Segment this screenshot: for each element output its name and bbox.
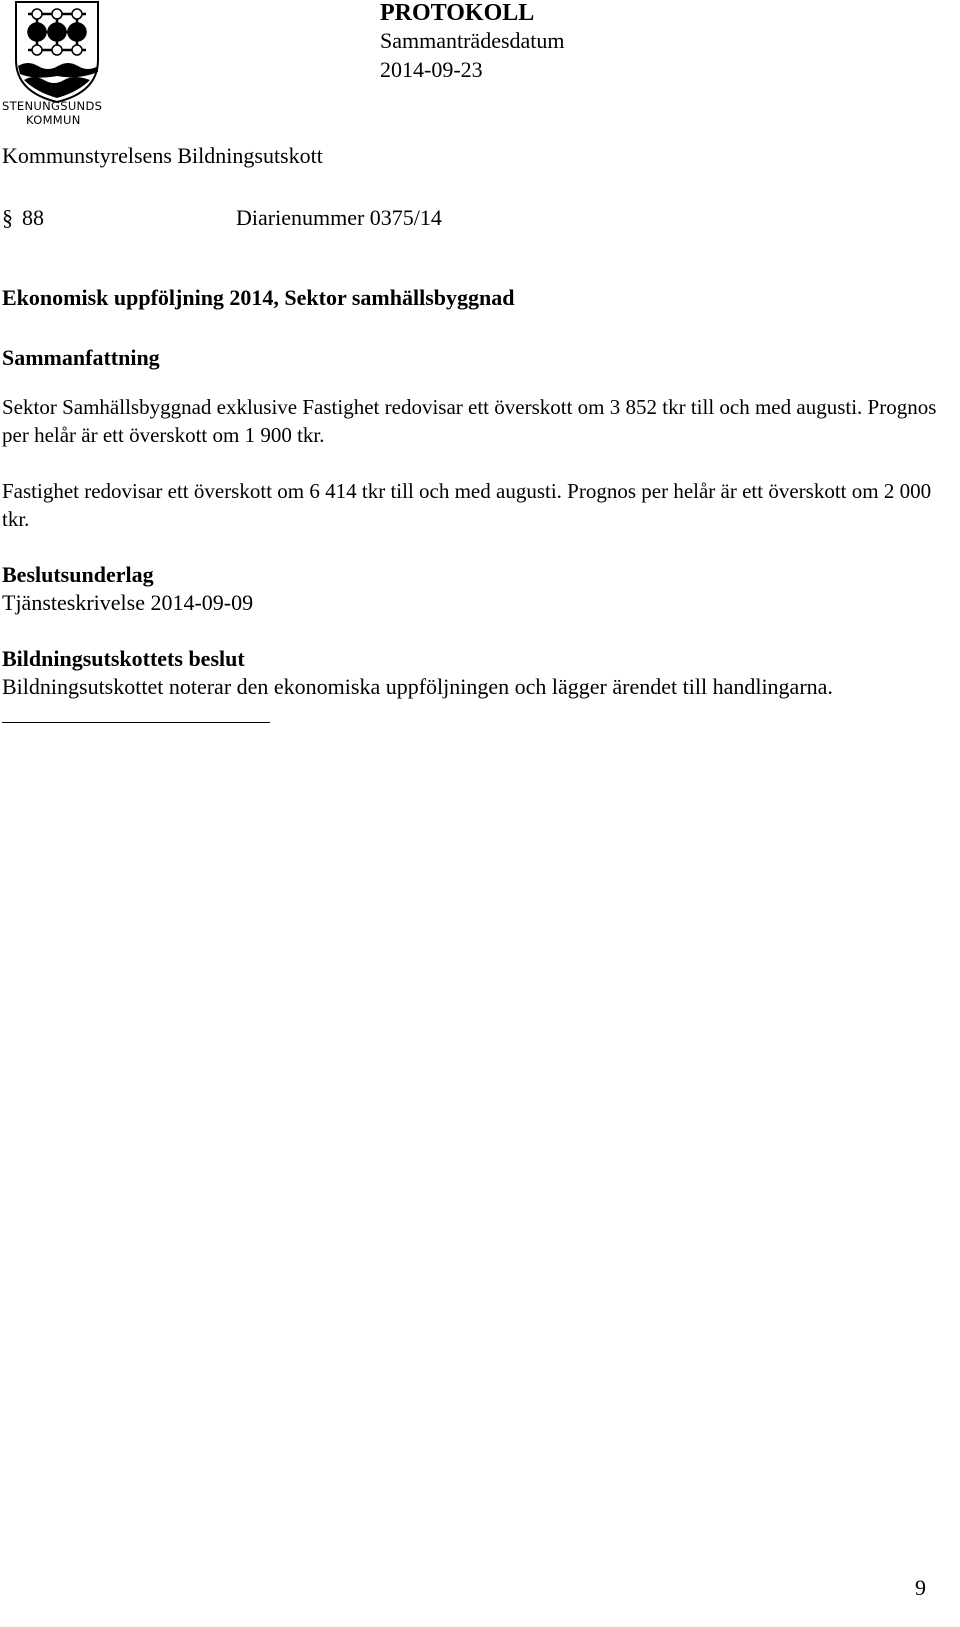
diary-number: Diarienummer 0375/14 <box>236 205 442 230</box>
meeting-date-label: Sammanträdesdatum <box>380 28 565 53</box>
decision-basis-heading: Beslutsunderlag <box>2 562 154 587</box>
document-type: PROTOKOLL <box>380 0 535 26</box>
committee-name: Kommunstyrelsens Bildningsutskott <box>2 143 323 168</box>
decision-heading: Bildningsutskottets beslut <box>2 646 245 671</box>
municipality-logo <box>0 0 118 132</box>
decision-basis-text: Tjänsteskrivelse 2014-09-09 <box>2 590 254 615</box>
paragraph-number: 88 <box>22 205 44 230</box>
shield-emblem-icon <box>0 0 118 104</box>
page-number: 9 <box>915 1575 926 1600</box>
logo-name-line2: KOMMUN <box>26 113 81 127</box>
summary-heading: Sammanfattning <box>2 345 160 370</box>
section-sign: § <box>2 205 13 230</box>
logo-name-line1: STENUNGSUNDS <box>2 99 103 113</box>
signature-divider <box>2 722 270 723</box>
decision-text: Bildningsutskottet noterar den ekonomiska uppföljningen och lägger ärendet till handlingarna. <box>2 674 833 699</box>
summary-paragraph-1: Sektor Samhällsbyggnad exklusive Fastighet redovisar ett överskott om 3 852 tkr till och med augusti. Prognos per helår är ett överskott om 1 900 tkr. <box>2 395 937 447</box>
summary-paragraph-2: Fastighet redovisar ett överskott om 6 414 tkr till och med augusti. Prognos per helår är ett överskott om 2 000 tkr. <box>2 479 932 531</box>
case-title: Ekonomisk uppföljning 2014, Sektor samhällsbyggnad <box>2 285 515 310</box>
meeting-date: 2014-09-23 <box>380 57 483 82</box>
